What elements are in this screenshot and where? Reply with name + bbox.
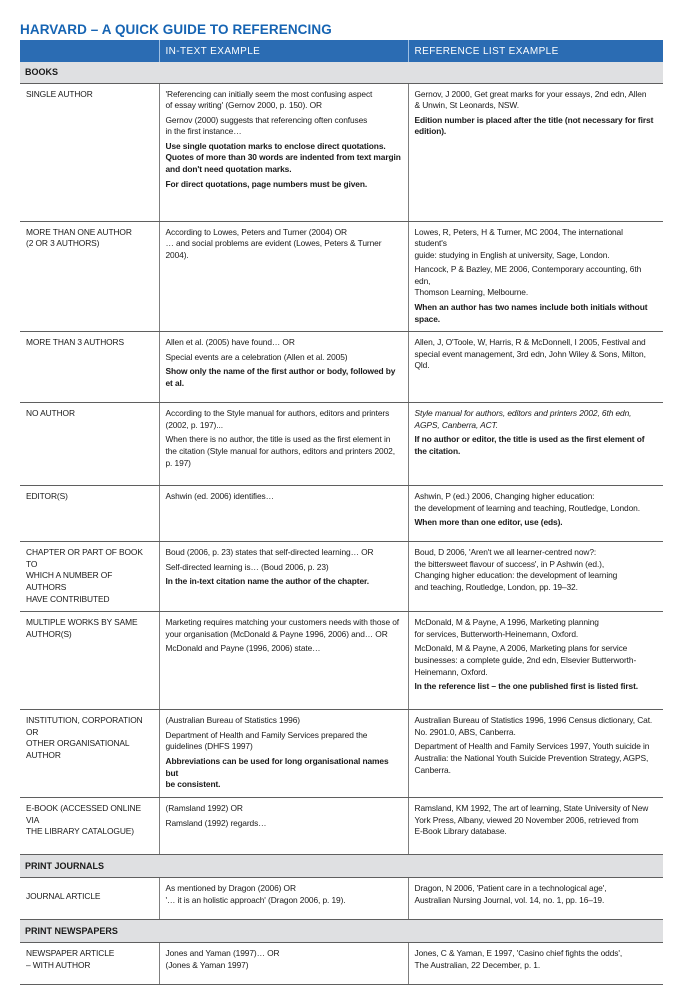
reference-cell	[408, 486, 663, 542]
intext-cell	[159, 878, 408, 920]
intext-cell	[159, 710, 408, 798]
intext-note: In the in-text citation name the author of the chapter.	[165, 576, 369, 587]
table-row	[20, 943, 663, 985]
table-row	[20, 486, 663, 542]
intext-line: When there is no author, the title is used as the first element in the citation (Style manual for authors, editors and printers 2002, p. 197)	[165, 434, 395, 468]
reference-line: Jones, C & Yaman, E 1997, 'Casino chief fights the odds', The Australian, 22 December, p. 1.	[414, 948, 623, 970]
intext-line: Marketing requires matching your customers needs with those of your organisation (McDonald & Payne 1996, 2006) and… OR	[165, 617, 400, 639]
intext-note: Show only the name of the first author or body, followed by et al.	[165, 366, 396, 389]
intext-line: (Australian Bureau of Statistics 1996)	[165, 715, 300, 726]
intext-line: Department of Health and Family Services prepared the guidelines (DHFS 1997)	[165, 729, 368, 752]
reference-note: Edition number is placed after the title (not necessary for first edition).	[414, 114, 654, 137]
intext-line: Ashwin (ed. 2006) identifies…	[165, 491, 274, 502]
reference-cell	[408, 798, 663, 855]
intext-line: (Ramsland 1992) OR	[165, 803, 243, 814]
table-row	[20, 83, 663, 221]
page-title: HARVARD – A QUICK GUIDE TO REFERENCING	[20, 22, 332, 37]
reference-note: If no author or editor, the title is used as the first element of the citation.	[414, 434, 645, 457]
row-category: MORE THAN ONE AUTHOR (2 OR 3 AUTHORS)	[20, 221, 159, 332]
header-reference: REFERENCE LIST EXAMPLE	[408, 40, 663, 62]
table-row	[20, 332, 663, 403]
table-row	[20, 403, 663, 486]
intext-line: Boud (2006, p. 23) states that self-directed learning… OR	[165, 547, 374, 558]
header-intext: IN-TEXT EXAMPLE	[159, 40, 408, 62]
reference-line: Ramsland, KM 1992, The art of learning, State University of New York Press, Albany, viewed 20 November 2006, retrieved from E-Book Library database.	[414, 803, 649, 837]
reference-note: When more than one editor, use (eds).	[414, 517, 563, 528]
intext-line: 'Referencing can initially seem the most confusing aspect of essay writing' (Gernov 2000, p. 150). OR	[165, 88, 373, 111]
reference-line: Australian Bureau of Statistics 1996, 1996 Census dictionary, Cat. No. 2901.0, ABS, Canberra.	[414, 715, 653, 737]
intext-line: Ramsland (1992) regards…	[165, 817, 267, 828]
reference-line: McDonald, M & Payne, A 2006, Marketing plans for service businesses: a complete guide, 2nd edn, Elsevier Butterworth- Heinemann, Oxford.	[414, 643, 637, 677]
row-category: SINGLE AUTHOR	[20, 83, 159, 221]
intext-cell	[159, 486, 408, 542]
reference-cell	[408, 542, 663, 612]
table-row	[20, 221, 663, 332]
intext-line: According to Lowes, Peters and Turner (2004) OR … and social problems are evident (Lowes, Peters & Turner 2004).	[165, 226, 382, 260]
reference-cell	[408, 943, 663, 985]
reference-cell	[408, 878, 663, 920]
table-row	[20, 798, 663, 855]
section-row	[20, 62, 663, 83]
reference-cell	[408, 221, 663, 332]
section-row	[20, 855, 663, 878]
row-category: MORE THAN 3 AUTHORS	[20, 332, 159, 403]
reference-cell	[408, 332, 663, 403]
intext-note: Abbreviations can be used for long organisational names but be consistent.	[165, 756, 389, 790]
intext-cell	[159, 403, 408, 486]
reference-line: Lowes, R, Peters, H & Turner, MC 2004, The international student's guide: studying in English at university, Sage, London.	[414, 226, 623, 260]
reference-line: Ashwin, P (ed.) 2006, Changing higher education: the development of learning and teaching, Routledge, London.	[414, 491, 640, 513]
header-row	[20, 40, 663, 62]
reference-cell	[408, 403, 663, 486]
intext-cell	[159, 83, 408, 221]
intext-cell	[159, 332, 408, 403]
row-category: NO AUTHOR	[20, 403, 159, 486]
reference-note: When an author has two names include both initials without space.	[414, 302, 648, 324]
reference-line: McDonald, M & Payne, A 1996, Marketing planning for services, Butterworth-Heinemann, Oxford.	[414, 617, 599, 639]
reference-note: In the reference list – the one published first is listed first.	[414, 681, 639, 692]
reference-line: Style manual for authors, editors and printers 2002, 6th edn, AGPS, Canberra, ACT.	[414, 408, 632, 430]
intext-cell	[159, 943, 408, 985]
intext-line: As mentioned by Dragon (2006) OR '… it is an holistic approach' (Dragon 2006, p. 19).	[165, 883, 346, 905]
intext-note: Use single quotation marks to enclose direct quotations. Quotes of more than 30 words are indented from text margin and don't need quotation marks.	[165, 140, 401, 175]
reference-line: Gernov, J 2000, Get great marks for your essays, 2nd edn, Allen & Unwin, St Leonards, NSW.	[414, 88, 647, 111]
table-row	[20, 612, 663, 710]
intext-line: Jones and Yaman (1997)… OR (Jones & Yaman 1997)	[165, 948, 280, 970]
section-newspapers: PRINT NEWSPAPERS	[20, 920, 663, 943]
intext-note: For direct quotations, page numbers must be given.	[165, 178, 368, 189]
reference-line: Hancock, P & Bazley, ME 2006, Contemporary accounting, 6th edn, Thomson Learning, Melbourne.	[414, 264, 642, 298]
intext-line: Gernov (2000) suggests that referencing often confuses in the first instance…	[165, 114, 368, 137]
row-category: CHAPTER OR PART OF BOOK TO WHICH A NUMBER OF AUTHORS HAVE CONTRIBUTED	[20, 542, 159, 612]
table-row	[20, 542, 663, 612]
intext-cell	[159, 221, 408, 332]
intext-line: Special events are a celebration (Allen et al. 2005)	[165, 351, 348, 362]
reference-line: Allen, J, O'Toole, W, Harris, R & McDonnell, I 2005, Festival and special event management, 3rd edn, John Wiley & Sons, Milton, Qld.	[414, 337, 646, 371]
header-category	[20, 40, 159, 62]
row-category: INSTITUTION, CORPORATION OR OTHER ORGANISATIONAL AUTHOR	[20, 710, 159, 798]
reference-cell	[408, 612, 663, 710]
intext-cell	[159, 542, 408, 612]
row-category: E-BOOK (ACCESSED ONLINE VIA THE LIBRARY CATALOGUE)	[20, 798, 159, 855]
section-row	[20, 920, 663, 943]
row-category: JOURNAL ARTICLE	[20, 878, 159, 920]
reference-line: Dragon, N 2006, 'Patient care in a technological age', Australian Nursing Journal, vol. 14, no. 1, pp. 16–19.	[414, 883, 607, 905]
referencing-table	[20, 40, 663, 985]
intext-line: Allen et al. (2005) have found… OR	[165, 337, 295, 348]
reference-line: Boud, D 2006, 'Aren't we all learner-centred now?: the bittersweet flavour of success', in P Ashwin (ed.), Changing higher education: the development of learning and teaching, Routledge, London, pp. 19–32.	[414, 547, 618, 593]
intext-cell	[159, 798, 408, 855]
intext-cell	[159, 612, 408, 710]
intext-line: According to the Style manual for authors, editors and printers (2002, p. 197)...	[165, 408, 390, 430]
intext-line: Self-directed learning is… (Boud 2006, p. 23)	[165, 561, 329, 572]
section-journals: PRINT JOURNALS	[20, 855, 663, 878]
row-category: NEWSPAPER ARTICLE – WITH AUTHOR	[20, 943, 159, 985]
row-category: EDITOR(S)	[20, 486, 159, 542]
section-books: BOOKS	[20, 62, 663, 83]
table-row	[20, 710, 663, 798]
reference-cell	[408, 83, 663, 221]
row-category: MULTIPLE WORKS BY SAME AUTHOR(S)	[20, 612, 159, 710]
intext-line: McDonald and Payne (1996, 2006) state…	[165, 643, 321, 654]
table-row	[20, 878, 663, 920]
reference-cell	[408, 710, 663, 798]
reference-line: Department of Health and Family Services 1997, Youth suicide in Australia: the National Youth Suicide Prevention Strategy, AGPS, Canberra.	[414, 741, 650, 775]
